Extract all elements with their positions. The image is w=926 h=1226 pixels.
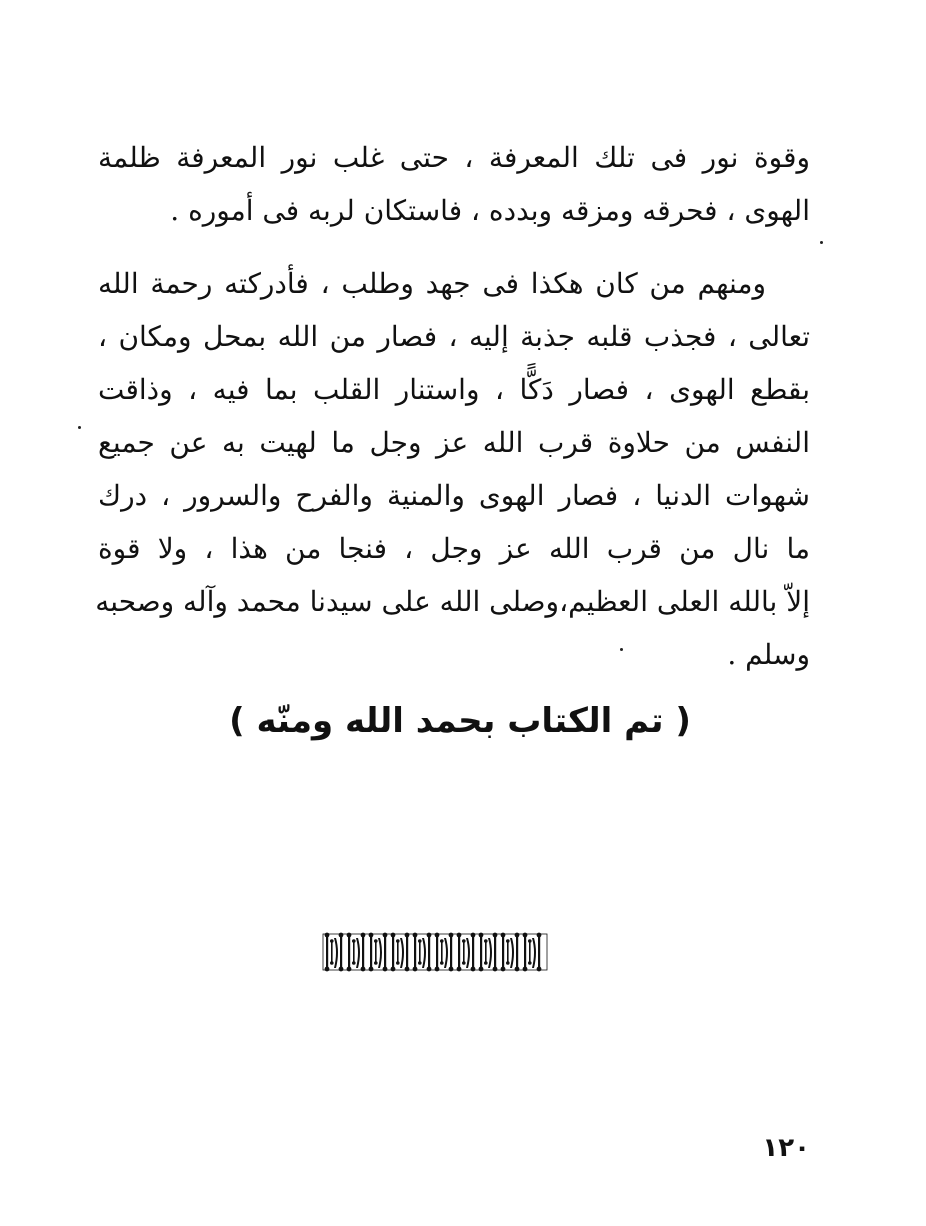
scan-speck — [620, 648, 623, 651]
scan-speck — [820, 241, 823, 244]
text-line: إلاّ بالله العلى العظيم،وصلى الله على سيدنا محمد وآله وصحبه — [95, 585, 810, 618]
paragraph-2 — [95, 257, 810, 681]
text-line: شهوات الدنيا ، فصار الهوى والمنية والفرح والسرور ، درك — [98, 479, 810, 512]
text-line: ما نال من قرب الله عز وجل ، فنجا من هذا ، ولا قوة — [98, 532, 810, 565]
page-number: ١٢٠ — [762, 1133, 810, 1163]
text-line: ومنهم من كان هكذا فى جهد وطلب ، فأدركته رحمة الله — [98, 267, 767, 300]
decorative-border-ornament-icon — [322, 928, 548, 976]
text-line: بقطع الهوى ، فصار دَكًّا ، واستنار القلب بما فيه ، وذاقت — [98, 373, 810, 406]
text-line: وسلم . — [727, 638, 810, 671]
closing-title: ( تم الكتاب بحمد الله ومنّه ) — [229, 701, 691, 741]
text-line: الهوى ، فحرقه ومزقه وبدده ، فاستكان لربه فى أموره . — [170, 194, 810, 227]
paragraph-1 — [98, 131, 810, 237]
text-line: النفس من حلاوة قرب الله عز وجل ما لهيت به عن جميع — [98, 426, 810, 459]
scan-speck — [78, 426, 81, 429]
text-line: وقوة نور فى تلك المعرفة ، حتى غلب نور المعرفة ظلمة — [98, 141, 810, 174]
text-line: تعالى ، فجذب قلبه جذبة إليه ، فصار من الله بمحل ومكان ، — [98, 320, 810, 353]
